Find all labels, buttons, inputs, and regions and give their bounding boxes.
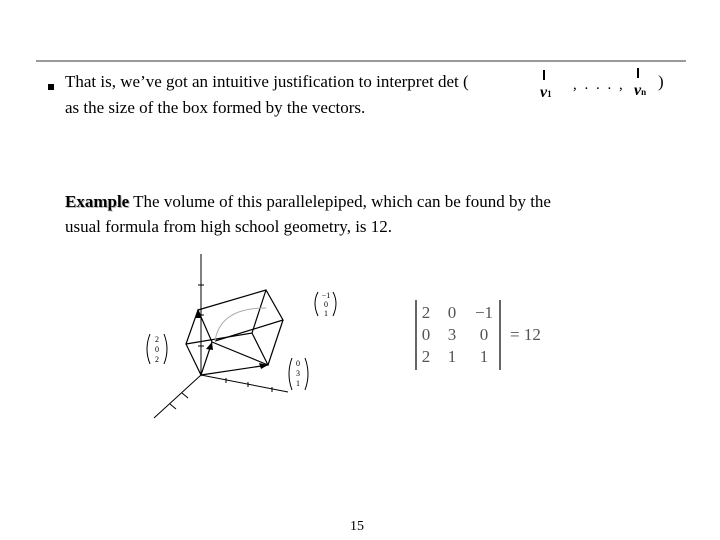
det-result: = 12 <box>510 325 541 344</box>
vector-b-entry: 0 <box>324 300 328 309</box>
det-cell: 0 <box>421 325 431 344</box>
vector-vn: vn <box>634 82 646 100</box>
example-keyword: Example <box>65 192 130 211</box>
vector-a-entry: 2 <box>155 335 159 344</box>
box-edge-front <box>212 342 268 365</box>
x-axis <box>154 375 201 418</box>
determinant <box>412 298 562 372</box>
det-cell: 1 <box>447 347 457 366</box>
box-face-left <box>186 310 212 375</box>
parallelepiped-figure <box>140 250 360 430</box>
box-edge-back <box>252 290 266 333</box>
example-line2: usual formula from high school geometry, is 12. <box>65 217 393 236</box>
box-top-edges <box>198 290 283 341</box>
example-line1-rest: The volume of this parallelepiped, which can be found by the <box>129 192 551 211</box>
det-cell: −1 <box>474 303 494 322</box>
vector-a-entry: 0 <box>155 345 159 354</box>
example-line1 <box>65 192 551 212</box>
det-cell: 1 <box>479 347 489 366</box>
bullet-text-line1: That is, we’ve got an intuitive justification to interpret det ( <box>65 72 469 91</box>
page-number: 15 <box>350 519 364 534</box>
title-divider <box>36 60 686 62</box>
det-cell: 2 <box>421 303 431 322</box>
close-paren: ) <box>658 72 664 91</box>
vector-c-entry: 3 <box>296 369 300 378</box>
det-cell: 0 <box>447 303 457 322</box>
vector-b-entry: −1 <box>321 291 331 300</box>
bullet-marker <box>48 84 54 90</box>
det-cell: 0 <box>479 325 489 344</box>
vector-v1: v1 <box>540 84 552 102</box>
vector-a-entry: 2 <box>155 355 159 364</box>
y-axis <box>201 375 288 392</box>
det-cell: 2 <box>421 347 431 366</box>
arrow-mid <box>206 342 213 350</box>
label-vector-b <box>315 291 336 318</box>
bullet-text-line2: as the size of the box formed by the vectors. <box>65 98 366 117</box>
box-edge-right <box>268 320 283 365</box>
det-cell: 3 <box>447 325 457 344</box>
vector-c-entry: 0 <box>296 359 300 368</box>
label-vector-a <box>147 334 167 364</box>
ellipsis: , . . . , <box>573 77 625 93</box>
vector-b-entry: 1 <box>324 309 328 318</box>
label-vector-c <box>289 358 308 390</box>
vector-c-entry: 1 <box>296 379 300 388</box>
